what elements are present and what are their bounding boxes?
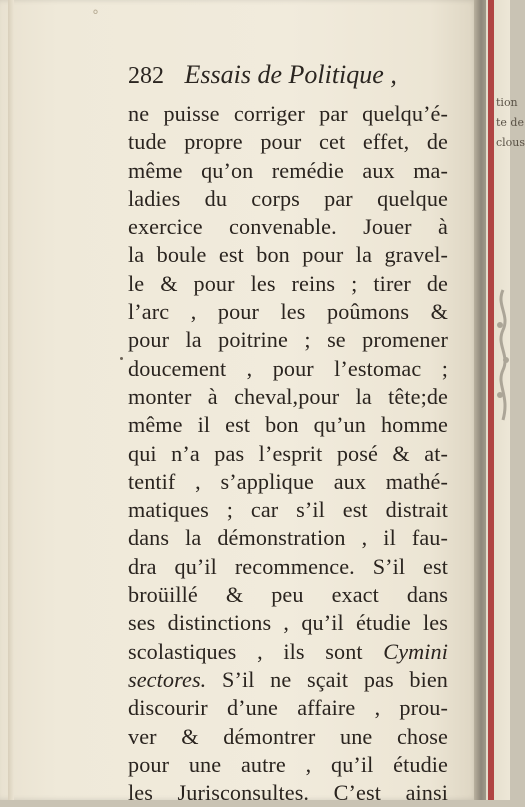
- text-run: broüillé & peu exact dans: [128, 582, 448, 608]
- pencil-mark: °: [92, 8, 99, 24]
- text-run: monter à cheval,pour la tête;de: [128, 383, 448, 409]
- text-line: [128, 270, 448, 298]
- text-line: [128, 241, 448, 269]
- text-run: dra qu’il recommence. S’il est: [128, 553, 448, 579]
- text-line: [128, 440, 448, 468]
- text-run: ladies du corps par quelque: [128, 185, 448, 211]
- text-line: [128, 779, 448, 807]
- text-line: [128, 666, 448, 694]
- facing-ornament-icon: [494, 285, 512, 425]
- italic-run: sectores.: [128, 666, 207, 692]
- text-run: exercice convenable. Jouer à: [128, 214, 448, 240]
- text-line: [128, 383, 448, 411]
- text-line: [128, 609, 448, 637]
- text-run: la boule est bon pour la gravel-: [128, 242, 448, 268]
- text-run: S’il ne sçait pas bien: [206, 666, 448, 692]
- text-line: [128, 638, 448, 666]
- text-run: l’arc , pour les poûmons &: [128, 299, 448, 325]
- text-run: même qu’on remédie aux ma-: [128, 157, 448, 183]
- text-run: tentif , s’applique aux mathé-: [128, 468, 448, 494]
- text-line: [128, 751, 448, 779]
- text-line: [128, 694, 448, 722]
- text-run: pour une autre , qu’il étudie: [128, 751, 448, 777]
- text-run: pour la poitrine ; se promener: [128, 327, 448, 353]
- text-run: discourir d’une affaire , prou-: [128, 695, 448, 721]
- text-run: ses distinctions , qu’il étudie les: [128, 610, 448, 636]
- text-run: les Jurisconsultes. C’est ainsi: [128, 780, 448, 806]
- text-line: [128, 468, 448, 496]
- italic-run: Cymini: [383, 638, 448, 664]
- text-line: [128, 326, 448, 354]
- text-line: [128, 157, 448, 185]
- text-run: scolastiques , ils sont: [128, 638, 384, 664]
- running-title: Essais de Politique ,: [184, 60, 397, 89]
- text-run: même il est bon qu’un homme: [128, 412, 448, 438]
- body-text: [128, 100, 448, 807]
- text-line: [128, 581, 448, 609]
- text-line: [128, 411, 448, 439]
- text-line: [128, 553, 448, 581]
- text-run: le & pour les reins ; tirer de: [128, 270, 448, 296]
- text-line: [128, 213, 448, 241]
- text-run: matiques ; car s’il est distrait: [128, 497, 448, 523]
- text-line: [128, 355, 448, 383]
- facing-text-2: te de: [496, 116, 524, 129]
- text-line: [128, 298, 448, 326]
- page-number: 282: [128, 63, 164, 89]
- text-run: ne puisse corriger par quelqu’é-: [128, 101, 448, 126]
- ink-speck: [120, 357, 123, 360]
- text-run: qui n’a pas l’esprit posé & at-: [128, 440, 448, 466]
- text-run: doucement , pour l’estomac ;: [128, 355, 448, 381]
- text-line: [128, 723, 448, 751]
- text-run: ver & démontrer une chose: [128, 723, 448, 749]
- text-line: [128, 128, 448, 156]
- text-run: tude propre pour cet effet, de: [128, 129, 448, 155]
- text-line: [128, 100, 448, 128]
- text-run: dans la démonstration , il fau-: [128, 525, 448, 551]
- text-line: [128, 185, 448, 213]
- page-header: [128, 60, 448, 96]
- facing-text-3: clous: [496, 136, 525, 149]
- text-line: [128, 524, 448, 552]
- page-edge: [8, 0, 14, 800]
- facing-text-1: tion: [496, 96, 518, 109]
- text-line: [128, 496, 448, 524]
